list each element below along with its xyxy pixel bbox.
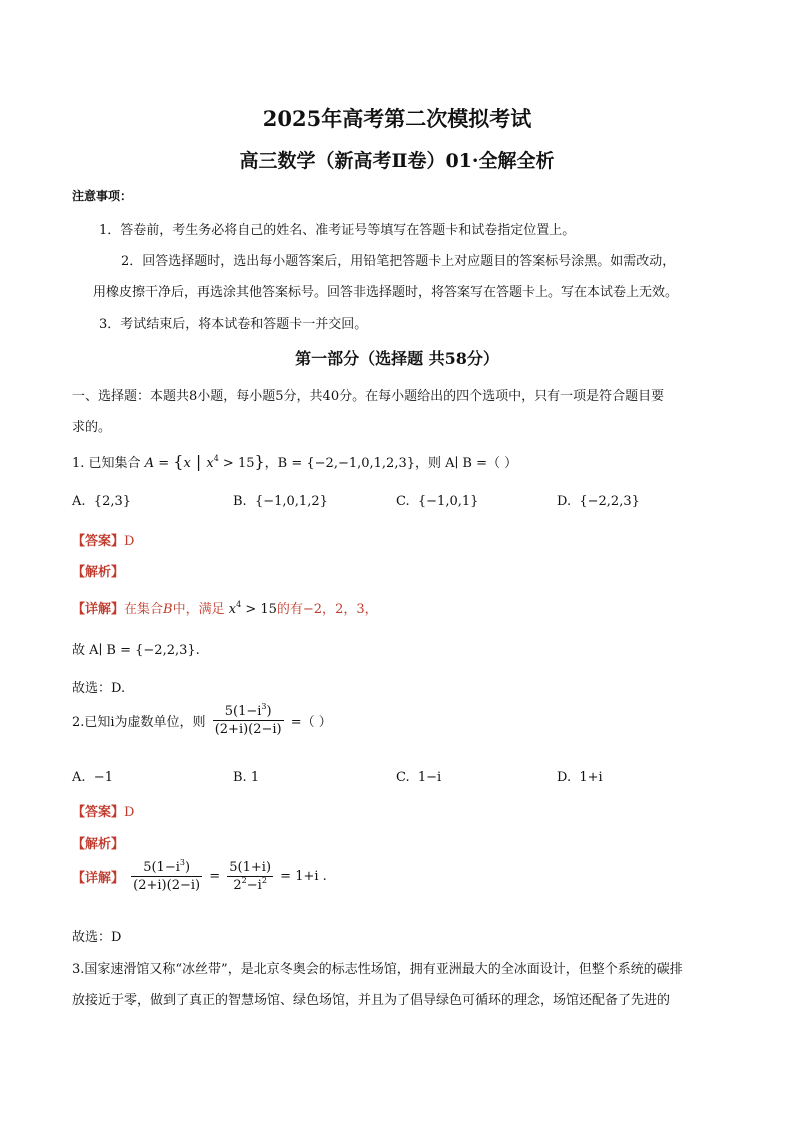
- question-2-option-c: [396, 770, 441, 785]
- question-2-fraction: [213, 704, 284, 737]
- option-label: A.: [72, 770, 86, 785]
- fraction-denominator: (2+i)(2−i): [214, 722, 282, 737]
- detail-ineq: > 15: [241, 602, 277, 617]
- fraction-denominator-term: −i: [246, 878, 262, 893]
- set-b-definition: ，B = {−2,−1,0,1,2,3}，则 A∣ B =（ ）: [264, 456, 518, 471]
- question-2-prefix: 2.已知i为虚数单位，则: [72, 715, 206, 730]
- question-1-choose: 故选：D.: [72, 681, 126, 696]
- question-2-option-a: [72, 770, 113, 785]
- option-label: B.: [233, 494, 247, 509]
- page-subtitle: 高三数学（新高考Ⅱ卷）01·全解全析: [239, 150, 555, 172]
- question-1-prefix: 1. 已知集合: [72, 456, 141, 471]
- question-1-option-b: [233, 494, 328, 509]
- fraction-numerator: 5(1+i): [229, 860, 272, 875]
- page-title: 2025年高考第二次模拟考试: [262, 106, 532, 131]
- question-1-option-d: [557, 494, 640, 509]
- fraction-numerator-close: ): [184, 860, 191, 875]
- equals-sign: =: [209, 869, 221, 884]
- detail-var: x: [228, 602, 237, 617]
- option-label: B.: [233, 770, 247, 785]
- detail-fraction-1: [131, 860, 202, 893]
- question-1-option-c: [396, 494, 478, 509]
- fraction-exp: 2: [261, 876, 267, 885]
- fraction-numerator: 5(1−i: [143, 860, 180, 875]
- answer-tag: 【答案】: [72, 534, 125, 549]
- set-a-cond-rest: > 15: [218, 456, 255, 471]
- question-2-answer: [72, 801, 134, 820]
- question-3-line-2: 放接近于零，做到了真正的智慧场馆、绿色场馆，并且为了倡导绿色可循环的理念，场馆还配备了先进的: [72, 993, 671, 1008]
- option-label: C.: [396, 770, 410, 785]
- notice-heading: 注意事项：: [72, 189, 133, 203]
- question-1-answer: [72, 530, 134, 549]
- detail-text: 中，满足: [172, 602, 225, 617]
- question-3-line-1: 3.国家速滑馆又称“冰丝带”，是北京冬奥会的标志性场馆，拥有亚洲最大的全冰面设计，但整个系统的碳排: [72, 962, 683, 977]
- answer-tag: 【答案】: [72, 805, 125, 820]
- fraction-exp: 3: [179, 858, 185, 867]
- option-value: −1: [93, 770, 113, 785]
- set-a-var: x: [183, 456, 191, 471]
- detail-tag: 【详解】: [72, 871, 125, 886]
- question-2-suffix: =（ ）: [290, 715, 332, 730]
- detail-result: = 1+i .: [280, 869, 327, 884]
- detail-exp: 4: [236, 600, 242, 609]
- question-2-analysis: [72, 833, 124, 852]
- section-intro-line-2: 求的。: [72, 420, 112, 435]
- analysis-tag: 【解析】: [72, 837, 125, 852]
- detail-tag: 【详解】: [72, 602, 125, 617]
- question-1-analysis: [72, 561, 124, 580]
- notice-item-3: 3．考试结束后，将本试卷和答题卡一并交回。: [99, 317, 368, 332]
- option-value: {−2,2,3}: [579, 494, 640, 509]
- answer-value: D: [124, 805, 135, 820]
- set-a-cond-exp: 4: [213, 454, 219, 463]
- question-1-option-a: [72, 494, 131, 509]
- question-2-detail: [72, 860, 327, 893]
- set-a-cond-var: x: [206, 456, 214, 471]
- option-label: A.: [72, 494, 86, 509]
- fraction-numerator-close: ): [266, 704, 272, 719]
- fraction-exp: 3: [261, 702, 267, 711]
- question-2-option-b: [233, 770, 259, 785]
- option-label: D.: [557, 770, 572, 785]
- option-value: {−1,0,1,2}: [254, 494, 328, 509]
- question-2-option-d: [557, 770, 603, 785]
- notice-item-2-line-1: 2．回答选择题时，选出每小题答案后，用铅笔把答题卡上对应题目的答案标号涂黑。如需改动，: [121, 254, 676, 269]
- option-value: {−1,0,1}: [417, 494, 479, 509]
- question-1-stem: 1. 已知集合 A = {x | $x^4 > 15$}，B = {−2,−1,0,1,2,3}，则 A∣ B =（ ）: [72, 452, 518, 471]
- question-1-conclusion: 故 A∣ B = {−2,2,3}.: [72, 643, 200, 658]
- question-2-stem: [72, 704, 332, 737]
- option-value: 1+i: [579, 770, 603, 785]
- detail-text: 的有−2，: [276, 602, 336, 617]
- section-heading: 第一部分（选择题 共58分）: [295, 349, 499, 368]
- detail-set-name: B: [163, 602, 173, 617]
- fraction-denominator-base: 2: [233, 878, 242, 893]
- fraction-exp: 2: [241, 876, 247, 885]
- notice-item-1: 1．答卷前，考生务必将自己的姓名、准考证号等填写在答题卡和试卷指定位置上。: [99, 223, 576, 238]
- detail-fraction-2: [227, 860, 273, 893]
- option-value: 1: [250, 770, 260, 785]
- option-value: 1−i: [417, 770, 442, 785]
- option-value: {2,3}: [93, 494, 132, 509]
- section-intro-line-1: 一、选择题：本题共8小题，每小题5分，共40分。在每小题给出的四个选项中，只有一项是符合题目要: [72, 389, 665, 404]
- answer-value: D: [124, 534, 135, 549]
- option-label: D.: [557, 494, 572, 509]
- detail-text: 在集合: [124, 602, 164, 617]
- question-2-choose: 故选：D: [72, 930, 122, 945]
- question-1-detail: [72, 598, 378, 617]
- fraction-denominator: (2+i)(2−i): [133, 878, 201, 893]
- notice-item-2-line-2: 用橡皮擦干净后，再选涂其他答案标号。回答非选择题时，将答案写在答题卡上。写在本试卷上无效。: [93, 285, 679, 300]
- analysis-tag: 【解析】: [72, 565, 125, 580]
- set-a-label: A: [144, 456, 155, 471]
- fraction-numerator: 5(1−i: [224, 704, 262, 719]
- option-label: C.: [396, 494, 410, 509]
- detail-text: 2，3，: [335, 602, 378, 617]
